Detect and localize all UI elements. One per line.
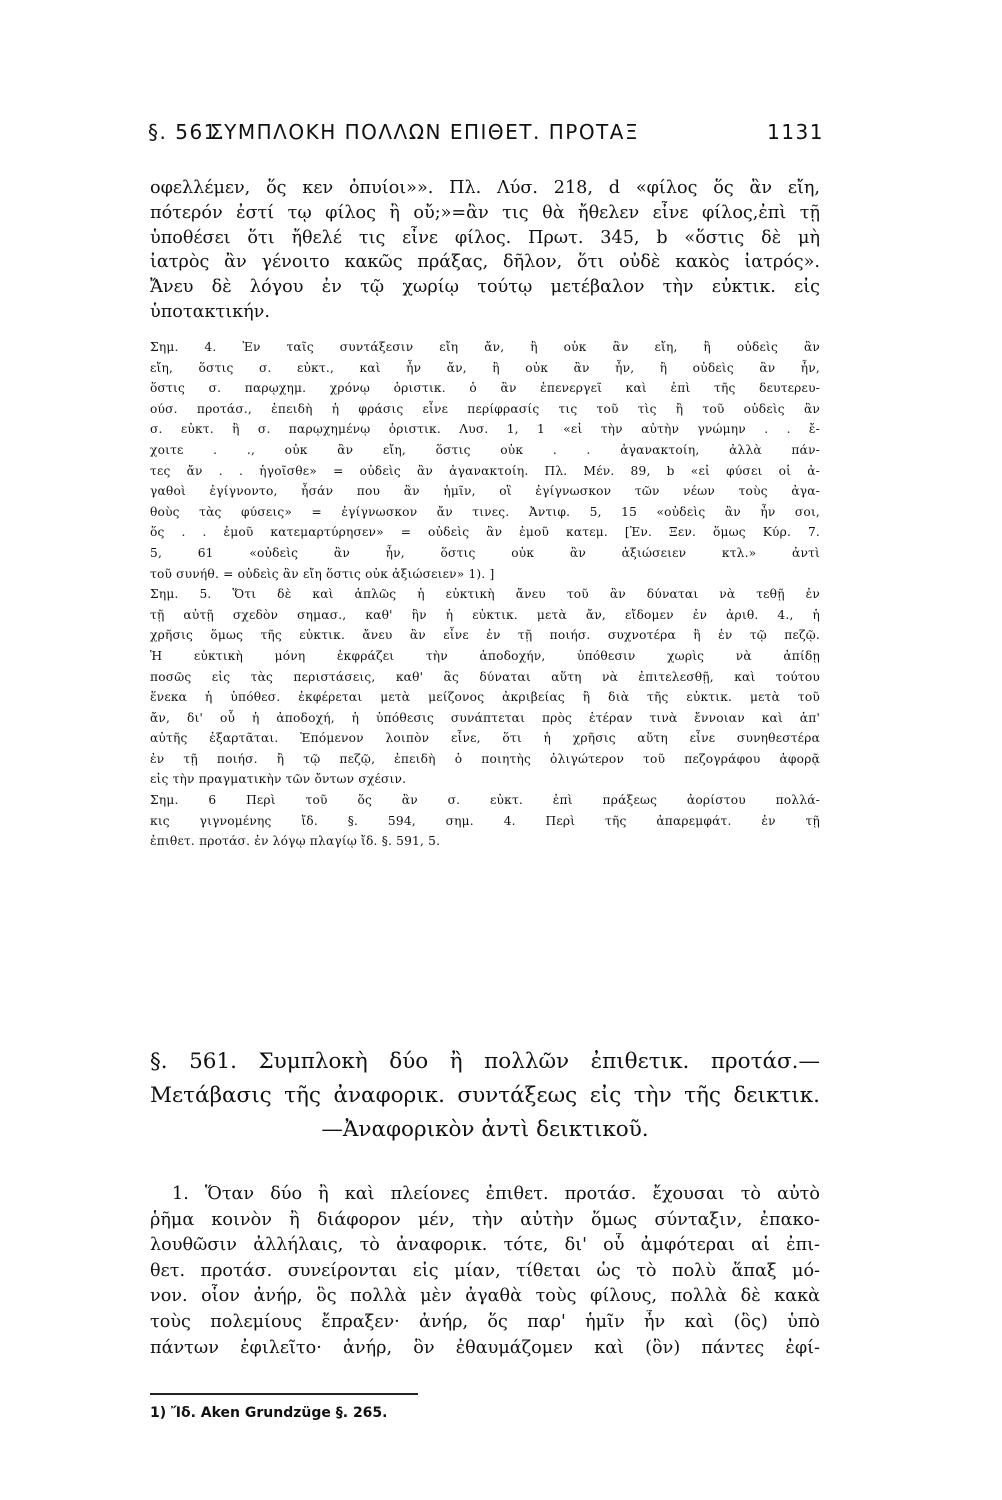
notes-block [150,337,820,852]
section-heading-line: —Ἀναφορικὸν ἀντὶ δεικτικοῦ. [321,1117,649,1142]
footnote: 1) Ἴδ. Aken Grundzüge §. 265. [150,1405,388,1421]
note-line: ποσῶς εἰς τὰς περιστάσεις, καθ' ἃς δύναται αὕτη νὰ ἐπιτελεσθῇ, καὶ τούτου [150,669,820,684]
note-line: τες ἄν . . ἡγοῖσθε» = οὐδεὶς ἂν ἀγανακτοίη. Πλ. Μέν. 89, b «εἰ φύσει οἱ ἀ- [150,463,820,478]
text-line: πότερόν ἐστί τῳ φίλος ἢ οὔ;»=ἂν τις θὰ ἤθελεν εἶνε φίλος,ἐπὶ τῇ [150,202,820,223]
text-line: λουθῶσιν ἀλλήλαις, τὸ ἀναφορικ. τότε, δι' οὗ ἀμφότεραι αἱ ἐπι- [150,1235,820,1256]
note-line: θοὺς τὰς φύσεις» = ἐγίγνωσκον ἄν τινες. Ἀντιφ. 5, 15 «οὐδεὶς ἂν ἦν σοι, [150,504,820,519]
main-text-paragraph [150,176,820,325]
header-section-number: §. 561. [148,120,226,144]
text-line: ὑποτακτικήν. [150,301,270,322]
text-line: Ἄνευ δὲ λόγου ἐν τῷ χωρίῳ τούτῳ μετέβαλον τὴν εὐκτικ. εἰς [150,277,820,298]
note-line: γαθοὶ ἐγίγνοντο, ἦσάν που ἂν ἡμῖν, οἳ ἐγίγνωσκον τῶν νέων τοὺς ἀγα- [150,484,820,499]
note-line: 5, 61 «οὐδεὶς ἂν ἦν, ὅστις οὐκ ἂν ἀξιώσειεν κτλ.» ἀντὶ [150,545,820,560]
note-line: Σημ. 6 Περὶ τοῦ ὅς ἂν σ. εὐκτ. ἐπὶ πράξεως ἀορίστου πολλά- [150,793,820,808]
text-line: θετ. προτάσ. συνείρονται εἰς μίαν, τίθεται ὡς τὸ πολὺ ἅπαξ μό- [150,1260,820,1281]
note-line: αὐτῆς ἐξαρτᾶται. Ἑπόμενον λοιπὸν εἶνε, ὅτι ἡ χρῆσις αὕτη εἶνε συνηθεστέρα [150,731,820,746]
note-line: εἰς τὴν πραγματικὴν τῶν ὄντων σχέσιν. [150,772,407,787]
footnote-divider [150,1393,418,1395]
text-line: πάντων ἐφιλεῖτο· ἀνήρ, ὃν ἐθαυμάζομεν καὶ (ὃν) πάντες ἐφί- [150,1337,820,1358]
section-heading-line: §. 561. Συμπλοκὴ δύο ἢ πολλῶν ἐπιθετικ. προτάσ.— [150,1049,820,1074]
section-heading [150,1045,820,1147]
text-line: νον. οἷον ἀνήρ, ὃς πολλὰ μὲν ἀγαθὰ τοὺς φίλους, πολλὰ δὲ κακὰ [150,1286,820,1307]
text-line: ἰατρὸς ἂν γένοιτο κακῶς πράξας, δῆλον, ὅτι οὐδὲ κακὸς ἰατρός». [150,252,820,273]
note-line: Σημ. 5. Ὅτι δὲ καὶ ἁπλῶς ἡ εὐκτικὴ ἄνευ τοῦ ἂν δύναται νὰ τεθῇ ἐν [150,587,820,602]
text-line: οφελλέμεν, ὅς κεν ὀπυίοι»». Πλ. Λύσ. 218, d «φίλος ὅς ἂν εἴη, [150,178,820,198]
note-line: κις γιγνομένης ἴδ. §. 594, σημ. 4. Περὶ τῆς ἀπαρεμφάτ. ἐν τῇ [150,813,820,828]
note-line: ἐν τῇ ποιήσ. ἢ τῷ πεζῷ, ἐπειδὴ ὁ ποιητὴς ὀλιγώτερον τοῦ πεζογράφου ἀφορᾷ [150,751,820,766]
note-line: χοιτε . ., οὐκ ἂν εἴη, ὅστις οὐκ . . ἀγανακτοίη, ἀλλὰ πάν- [150,442,820,457]
note-line: εἴη, ὅστις σ. εὐκτ., καὶ ἦν ἄν, ἢ οὐκ ἂν ἦν, ἢ οὐδεὶς ἂν ἦν, [150,360,820,375]
running-header [148,120,824,152]
note-line: ἄν, δι' οὗ ἡ ἀποδοχή, ἡ ὑπόθεσις συνάπτεται πρὸς ἑτέραν τινὰ ἔννοιαν καὶ ἀπ' [150,710,820,725]
note-line: Σημ. 4. Ἐν ταῖς συντάξεσιν εἴη ἄν, ἢ οὐκ ἂν εἴη, ἢ οὐδεὶς ἂν [150,340,820,354]
note-line: τῇ αὐτῇ σχεδὸν σημασ., καθ' ἣν ἡ εὐκτικ. μετὰ ἄν, εἴδομεν ἐν ἀριθ. 4., ἡ [150,607,820,622]
note-line: ἕνεκα ἡ ὑπόθεσ. ἐκφέρεται μετὰ μείζονος ἀκριβείας ἢ διὰ τῆς εὐκτικ. μετὰ τοῦ [150,690,820,705]
note-line: χρῆσις ὅμως τῆς εὐκτικ. ἄνευ ἂν εἶνε ἐν τῇ ποιήσ. συχνοτέρα ἢ ἐν τῷ πεζῷ. [150,628,820,643]
header-title: ΣΥΜΠΛΟΚΗ ΠΟΛΛΩΝ ΕΠΙΘΕΤ. ΠΡΟΤΑΞ [210,120,640,144]
note-line: ὅς . . ἐμοῦ κατεμαρτύρησεν» = οὐδεὶς ἂν ἐμοῦ κατεμ. [Ἐν. Ξεν. ὅμως Κύρ. 7. [150,525,820,540]
note-line: ἐπιθετ. προτάσ. ἐν λόγῳ πλαγίῳ ἴδ. §. 591, 5. [150,834,441,849]
note-line: ὅστις σ. παρῳχημ. χρόνῳ ὁριστικ. ὁ ἂν ἐπενεργεῖ καὶ ἐπὶ τῆς δευτερευ- [150,381,820,396]
section-body-paragraph [150,1182,820,1361]
note-line: ούσ. προτάσ., ἐπειδὴ ἡ φράσις εἶνε περίφρασίς τις τοῦ τὶς ἢ τοῦ οὐδεὶς ἂν [150,401,820,416]
text-line: ὑποθέσει ὅτι ἤθελέ τις εἶνε φίλος. Πρωτ. 345, b «ὅστις δὲ μὴ [150,227,820,248]
text-line: τοὺς πολεμίους ἔπραξεν· ἀνήρ, ὅς παρ' ἡμῖν ἦν καὶ (ὃς) ὑπὸ [150,1311,820,1332]
note-line: σ. εὐκτ. ἢ σ. παρῳχημένῳ ὁριστικ. Λυσ. 1, 1 «εἰ τὴν αὐτὴν γνώμην . . ἔ- [150,422,820,437]
text-line: 1. Ὅταν δύο ἢ καὶ πλείονες ἐπιθετ. προτάσ. ἔχουσαι τὸ αὐτὸ [172,1184,820,1204]
note-line: τοῦ συνήθ. = οὐδεὶς ἂν εἴη ὅστις οὐκ ἀξιώσειεν» 1). ] [150,566,495,581]
page-number: 1131 [767,120,824,144]
note-line: Ἡ εὐκτικὴ μόνη ἐκφράζει τὴν ἀποδοχήν, ὑπόθεσιν χωρὶς νὰ ἀπίδῃ [150,648,820,663]
text-line: ῥῆμα κοινὸν ἢ διάφορον μέν, τὴν αὐτὴν ὅμως σύνταξιν, ἐπακο- [150,1209,820,1230]
section-heading-line: Μετάβασις τῆς ἀναφορικ. συντάξεως εἰς τὴν τῆς δεικτικ. [150,1083,820,1108]
